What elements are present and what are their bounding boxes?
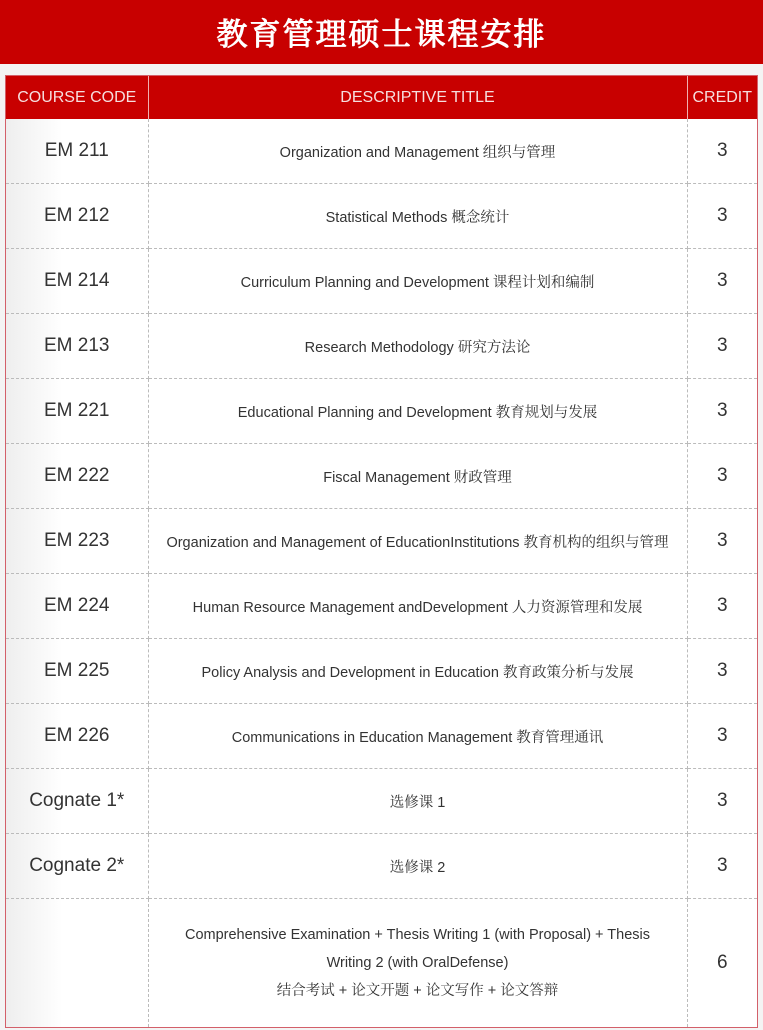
header-credit: CREDIT	[687, 76, 757, 119]
table-row	[6, 249, 757, 314]
course-credit: 3	[687, 834, 757, 899]
course-code: EM 224	[6, 574, 148, 639]
table-row	[6, 769, 757, 834]
table-row	[6, 509, 757, 574]
title-line: Writing 2 (with OralDefense)	[326, 955, 509, 971]
course-title: Human Resource Management andDevelopment 人力资源管理和发展	[148, 574, 687, 639]
course-title: 选修课 1	[148, 769, 687, 834]
course-title: Curriculum Planning and Development 课程计划和编制	[148, 249, 687, 314]
course-code: EM 211	[6, 119, 148, 184]
course-credit: 3	[687, 184, 757, 249]
course-credit: 3	[687, 444, 757, 509]
course-credit: 6	[716, 952, 728, 973]
course-code: EM 221	[6, 379, 148, 444]
course-title: Fiscal Management 财政管理	[148, 444, 687, 509]
table-row	[6, 444, 757, 509]
course-credit: 3	[687, 574, 757, 639]
table-row	[6, 574, 757, 639]
course-title	[148, 899, 687, 1028]
course-title: Research Methodology 研究方法论	[148, 314, 687, 379]
course-credit: 3	[687, 639, 757, 704]
course-code: EM 214	[6, 249, 148, 314]
course-code	[6, 899, 148, 1028]
table-row	[6, 639, 757, 704]
course-code: Cognate 2*	[6, 834, 148, 899]
course-code: EM 226	[6, 704, 148, 769]
table-row	[6, 834, 757, 899]
table-row-final	[6, 899, 757, 1028]
header-descriptive-title: DESCRIPTIVE TITLE	[148, 76, 687, 119]
course-credit: 3	[687, 379, 757, 444]
course-credit: 3	[687, 249, 757, 314]
course-title: 选修课 2	[148, 834, 687, 899]
course-credit: 3	[687, 314, 757, 379]
course-code: Cognate 1*	[6, 769, 148, 834]
course-title: Organization and Management 组织与管理	[148, 119, 687, 184]
table-row	[6, 379, 757, 444]
course-title: Policy Analysis and Development in Education 教育政策分析与发展	[148, 639, 687, 704]
course-title: Statistical Methods 概念统计	[148, 184, 687, 249]
course-title: Educational Planning and Development 教育规划与发展	[148, 379, 687, 444]
table-header	[6, 76, 757, 119]
course-table	[5, 75, 758, 1028]
title-line: Comprehensive Examination + Thesis Writing 1 (with Proposal) + Thesis	[184, 927, 650, 943]
course-code: EM 213	[6, 314, 148, 379]
course-credit: 3	[687, 704, 757, 769]
page-title: 教育管理硕士课程安排	[0, 0, 763, 64]
header-course-code: COURSE CODE	[6, 76, 148, 119]
course-code: EM 212	[6, 184, 148, 249]
course-code: EM 222	[6, 444, 148, 509]
table-row	[6, 704, 757, 769]
course-credit: 3	[687, 119, 757, 184]
course-title: Organization and Management of EducationInstitutions 教育机构的组织与管理	[148, 509, 687, 574]
course-title: Communications in Education Management 教育管理通讯	[148, 704, 687, 769]
title-line-chinese: 结合考试 + 论文开题 + 论文写作 + 论文答辩	[276, 983, 559, 999]
table-row	[6, 314, 757, 379]
course-credit: 3	[687, 769, 757, 834]
table-row	[6, 184, 757, 249]
course-credit: 3	[687, 509, 757, 574]
table-row	[6, 119, 757, 184]
course-code: EM 223	[6, 509, 148, 574]
course-code: EM 225	[6, 639, 148, 704]
